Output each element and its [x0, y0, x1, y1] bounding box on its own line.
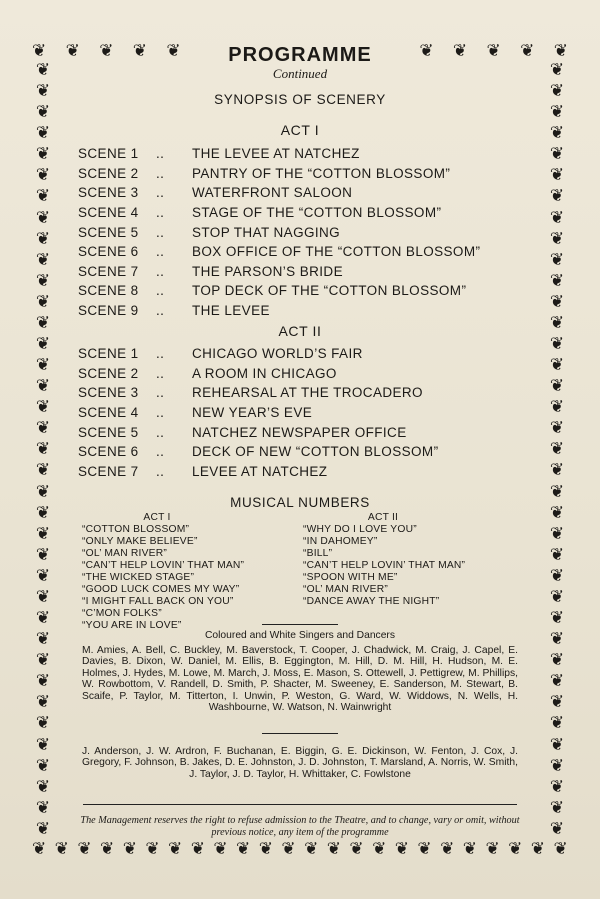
- management-notice: The Management reserves the right to refuse admission to the Theatre, and to change, vary or omit, without previous notice, any item of the programme: [80, 815, 520, 838]
- fleuron-ornament-icon: ❦: [122, 838, 137, 859]
- fleuron-ornament-icon: ❦: [549, 586, 565, 607]
- fleuron-ornament-icon: ❦: [35, 376, 51, 397]
- fleuron-ornament-icon: ❦: [549, 376, 565, 397]
- fleuron-ornament-icon: ❦: [462, 838, 478, 859]
- fleuron-ornament-icon: ❦: [145, 838, 160, 859]
- ornamental-border-left: [32, 62, 54, 838]
- song-item: “CAN’T HELP LOVIN’ THAT MAN”: [82, 560, 245, 571]
- fleuron-ornament-icon: ❦: [549, 228, 565, 249]
- fleuron-ornament-icon: ❦: [549, 608, 565, 629]
- scene-label: SCENE 5: [78, 424, 139, 440]
- fleuron-ornament-icon: ❦: [549, 818, 565, 838]
- fleuron-ornament-icon: ❦: [35, 650, 51, 671]
- cast-list: J. Anderson, J. W. Ardron, F. Buchanan, E. Biggin, G. E. Dickinson, W. Fenton, J. Cox, J. Gregory, F. Johnson, B. Jakes, D. E. Johnston, J. D. Johnston, T. Marsland, A. Norris, W. Smith, J. Taylor, J. D. Taylor, H. Whittaker, C. Fowlstone: [82, 746, 518, 780]
- scene-title: REHEARSAL AT THE TROCADERO: [192, 385, 423, 401]
- scene-label: SCENE 1: [78, 346, 139, 362]
- fleuron-ornament-icon: ❦: [281, 838, 296, 859]
- fleuron-ornament-icon: ❦: [99, 40, 114, 61]
- fleuron-ornament-icon: ❦: [35, 334, 51, 355]
- fleuron-ornament-icon: ❦: [35, 355, 51, 376]
- song-item: “DANCE AWAY THE NIGHT”: [303, 596, 440, 607]
- song-item: “OL’ MAN RIVER”: [82, 548, 168, 559]
- fleuron-ornament-icon: ❦: [65, 40, 80, 61]
- fleuron-ornament-icon: ❦: [549, 312, 565, 333]
- fleuron-ornament-icon: ❦: [35, 818, 51, 838]
- fleuron-ornament-icon: ❦: [549, 249, 565, 270]
- fleuron-ornament-icon: ❦: [35, 144, 51, 165]
- act-2-heading: ACT II: [278, 323, 322, 339]
- act-2-scene-list: [78, 344, 538, 481]
- scene-title: THE LEVEE AT NATCHEZ: [192, 146, 360, 162]
- fleuron-ornament-icon: ❦: [372, 838, 387, 859]
- scene-dots: ..: [156, 205, 165, 221]
- scene-row: [78, 403, 538, 423]
- fleuron-ornament-icon: ❦: [35, 228, 51, 249]
- scene-row: [78, 364, 538, 384]
- fleuron-ornament-icon: ❦: [549, 460, 565, 481]
- scene-label: SCENE 7: [78, 463, 139, 479]
- song-item: “COTTON BLOSSOM”: [82, 524, 190, 535]
- fleuron-ornament-icon: ❦: [77, 838, 92, 859]
- fleuron-ornament-icon: ❦: [35, 397, 51, 418]
- fleuron-ornament-icon: ❦: [35, 439, 51, 460]
- musical-numbers-heading: MUSICAL NUMBERS: [230, 495, 370, 510]
- song-item: “YOU ARE IN LOVE”: [82, 620, 182, 631]
- act-1-songs-heading: ACT I: [143, 512, 171, 523]
- fleuron-ornament-icon: ❦: [35, 692, 51, 713]
- scene-dots: ..: [156, 185, 165, 201]
- scene-label: SCENE 2: [78, 165, 139, 181]
- singers-list: M. Amies, A. Bell, C. Buckley, M. Baverstock, T. Cooper, J. Chadwick, M. Craig, J. Capel, E. Davies, B. Dixon, W. Daniel, M. Ellis, B. Eggington, M. Hill, D. M. Hill, H. Hudson, M. E. Holmes, J. Hydes, M. Lowe, M. March, J. Moss, E. Mason, S. Ottewell, J. Pettigrew, M. Phillips, W. Rowbottom, V. Randell, D. Smith, P. Shacter, M. Sweeney, E. Sanderson, M. Stewart, B. Scaife, P. Taylor, M. Titterton, I. Unwin, P. Weston, G. Ward, W. Widdows, N. Wells, H. Washbourne, W. Watson, N. Wainwright: [82, 645, 518, 714]
- fleuron-ornament-icon: ❦: [549, 144, 565, 165]
- fleuron-ornament-icon: ❦: [549, 734, 565, 755]
- fleuron-ornament-icon: ❦: [35, 418, 51, 439]
- fleuron-ornament-icon: ❦: [549, 186, 565, 207]
- fleuron-ornament-icon: ❦: [549, 629, 565, 650]
- fleuron-ornament-icon: ❦: [35, 102, 51, 123]
- fleuron-ornament-icon: ❦: [168, 838, 183, 859]
- fleuron-ornament-icon: ❦: [35, 734, 51, 755]
- fleuron-ornament-icon: ❦: [35, 544, 51, 565]
- fleuron-ornament-icon: ❦: [258, 838, 273, 859]
- scene-label: SCENE 4: [78, 405, 139, 421]
- song-item: “THE WICKED STAGE”: [82, 572, 195, 583]
- fleuron-ornament-icon: ❦: [549, 797, 565, 818]
- fleuron-ornament-icon: ❦: [549, 81, 565, 102]
- scene-row: [78, 344, 538, 364]
- song-item: “IN DAHOMEY”: [303, 536, 378, 547]
- fleuron-ornament-icon: ❦: [35, 81, 51, 102]
- scene-label: SCENE 2: [78, 365, 139, 381]
- fleuron-ornament-icon: ❦: [35, 62, 51, 80]
- page-title: PROGRAMME: [228, 44, 372, 66]
- fleuron-ornament-icon: ❦: [549, 291, 565, 312]
- page-subtitle: Continued: [272, 66, 328, 81]
- scene-row: [78, 164, 538, 184]
- fleuron-ornament-icon: ❦: [394, 838, 409, 859]
- fleuron-ornament-icon: ❦: [549, 439, 565, 460]
- fleuron-ornament-icon: ❦: [549, 544, 565, 565]
- scene-dots: ..: [156, 405, 165, 421]
- scene-row: [78, 144, 538, 164]
- fleuron-ornament-icon: ❦: [35, 291, 51, 312]
- ornamental-border-bottom: [32, 838, 568, 860]
- scene-dots: ..: [156, 146, 165, 162]
- divider: [262, 733, 338, 734]
- song-item: “ONLY MAKE BELIEVE”: [82, 536, 198, 547]
- fleuron-ornament-icon: ❦: [35, 249, 51, 270]
- scene-title: A ROOM IN CHICAGO: [192, 365, 337, 381]
- scene-label: SCENE 6: [78, 244, 139, 260]
- song-item: “BILL”: [303, 548, 333, 559]
- ornamental-border-right: [546, 62, 568, 838]
- scene-row: [78, 242, 538, 262]
- fleuron-ornament-icon: ❦: [35, 312, 51, 333]
- fleuron-ornament-icon: ❦: [549, 523, 565, 544]
- scene-row: [78, 262, 538, 282]
- fleuron-ornament-icon: ❦: [549, 397, 565, 418]
- fleuron-ornament-icon: ❦: [549, 713, 565, 734]
- scene-title: STOP THAT NAGGING: [192, 224, 341, 240]
- scene-title: WATERFRONT SALOON: [192, 185, 353, 201]
- fleuron-ornament-icon: ❦: [35, 123, 51, 144]
- fleuron-ornament-icon: ❦: [549, 270, 565, 291]
- fleuron-ornament-icon: ❦: [35, 713, 51, 734]
- song-item: “CAN’T HELP LOVIN’ THAT MAN”: [303, 560, 466, 571]
- scene-row: [78, 203, 538, 223]
- divider: [83, 804, 517, 805]
- scene-dots: ..: [156, 303, 165, 319]
- fleuron-ornament-icon: ❦: [549, 102, 565, 123]
- scene-dots: ..: [156, 444, 165, 460]
- scene-title: CHICAGO WORLD’S FAIR: [192, 346, 363, 362]
- scene-row: [78, 183, 538, 203]
- scene-title: PANTRY OF THE “COTTON BLOSSOM”: [192, 165, 451, 181]
- fleuron-ornament-icon: ❦: [190, 838, 205, 859]
- scene-dots: ..: [156, 165, 165, 181]
- scene-dots: ..: [156, 385, 165, 401]
- scene-row: [78, 301, 538, 321]
- act-2-songs: [303, 512, 513, 608]
- scene-label: SCENE 6: [78, 444, 139, 460]
- fleuron-ornament-icon: ❦: [35, 565, 51, 586]
- fleuron-ornament-icon: ❦: [100, 838, 115, 859]
- fleuron-ornament-icon: ❦: [35, 755, 51, 776]
- scene-label: SCENE 9: [78, 303, 139, 319]
- fleuron-ornament-icon: ❦: [553, 40, 568, 61]
- fleuron-ornament-icon: ❦: [417, 838, 432, 859]
- act-1-songs: [82, 512, 292, 632]
- fleuron-ornament-icon: ❦: [549, 671, 565, 692]
- scene-label: SCENE 1: [78, 146, 139, 162]
- fleuron-ornament-icon: ❦: [32, 40, 47, 61]
- scene-title: NEW YEAR’S EVE: [192, 405, 313, 421]
- song-item: “WHY DO I LOVE YOU”: [303, 524, 417, 535]
- song-item: “C’MON FOLKS”: [82, 608, 162, 619]
- scene-label: SCENE 7: [78, 263, 139, 279]
- fleuron-ornament-icon: ❦: [35, 270, 51, 291]
- fleuron-ornament-icon: ❦: [35, 186, 51, 207]
- scene-row: [78, 442, 538, 462]
- fleuron-ornament-icon: ❦: [549, 123, 565, 144]
- scene-title: BOX OFFICE OF THE “COTTON BLOSSOM”: [192, 244, 481, 260]
- fleuron-ornament-icon: ❦: [530, 838, 546, 859]
- scene-title: TOP DECK OF THE “COTTON BLOSSOM”: [192, 283, 467, 299]
- fleuron-ornament-icon: ❦: [304, 838, 319, 859]
- section-heading: SYNOPSIS OF SCENERY: [214, 92, 386, 107]
- fleuron-ornament-icon: ❦: [35, 460, 51, 481]
- fleuron-ornament-icon: ❦: [452, 40, 468, 61]
- fleuron-ornament-icon: ❦: [549, 165, 565, 186]
- fleuron-ornament-icon: ❦: [166, 40, 181, 61]
- scene-dots: ..: [156, 463, 165, 479]
- scene-row: [78, 281, 538, 301]
- scene-row: [78, 422, 538, 442]
- fleuron-ornament-icon: ❦: [132, 40, 148, 61]
- scene-dots: ..: [156, 283, 165, 299]
- scene-label: SCENE 3: [78, 185, 139, 201]
- fleuron-ornament-icon: ❦: [549, 502, 565, 523]
- scene-dots: ..: [156, 224, 165, 240]
- fleuron-ornament-icon: ❦: [419, 40, 434, 61]
- scene-dots: ..: [156, 346, 165, 362]
- scene-dots: ..: [156, 263, 165, 279]
- scene-title: NATCHEZ NEWSPAPER OFFICE: [192, 424, 407, 440]
- fleuron-ornament-icon: ❦: [35, 586, 51, 607]
- fleuron-ornament-icon: ❦: [236, 838, 251, 859]
- song-item: “GOOD LUCK COMES MY WAY”: [82, 584, 240, 595]
- fleuron-ornament-icon: ❦: [549, 481, 565, 502]
- scene-title: STAGE OF THE “COTTON BLOSSOM”: [192, 205, 442, 221]
- scene-label: SCENE 5: [78, 224, 139, 240]
- scene-row: [78, 222, 538, 242]
- scene-title: THE PARSON’S BRIDE: [192, 263, 343, 279]
- fleuron-ornament-icon: ❦: [549, 692, 565, 713]
- cast-heading: Coloured and White Singers and Dancers: [204, 630, 396, 641]
- scene-title: DECK OF NEW “COTTON BLOSSOM”: [192, 444, 439, 460]
- fleuron-ornament-icon: ❦: [549, 565, 565, 586]
- act-1-heading: ACT I: [280, 122, 320, 138]
- fleuron-ornament-icon: ❦: [35, 629, 51, 650]
- fleuron-ornament-icon: ❦: [35, 776, 51, 797]
- fleuron-ornament-icon: ❦: [549, 334, 565, 355]
- scene-dots: ..: [156, 244, 165, 260]
- fleuron-ornament-icon: ❦: [35, 671, 51, 692]
- fleuron-ornament-icon: ❦: [549, 650, 565, 671]
- scene-dots: ..: [156, 365, 165, 381]
- fleuron-ornament-icon: ❦: [35, 523, 51, 544]
- fleuron-ornament-icon: ❦: [326, 838, 341, 859]
- fleuron-ornament-icon: ❦: [520, 40, 535, 61]
- scene-label: SCENE 8: [78, 283, 139, 299]
- song-item: “SPOON WITH ME”: [303, 572, 398, 583]
- act-2-songs-heading: ACT II: [367, 512, 399, 523]
- fleuron-ornament-icon: ❦: [213, 838, 228, 859]
- fleuron-ornament-icon: ❦: [54, 838, 69, 859]
- scene-dots: ..: [156, 424, 165, 440]
- act-1-scene-list: [78, 144, 538, 320]
- fleuron-ornament-icon: ❦: [549, 355, 565, 376]
- fleuron-ornament-icon: ❦: [35, 608, 51, 629]
- song-item: “OL’ MAN RIVER”: [303, 584, 389, 595]
- fleuron-ornament-icon: ❦: [549, 776, 565, 797]
- fleuron-ornament-icon: ❦: [549, 62, 565, 80]
- fleuron-ornament-icon: ❦: [35, 165, 51, 186]
- fleuron-ornament-icon: ❦: [35, 502, 51, 523]
- fleuron-ornament-icon: ❦: [440, 838, 455, 859]
- scene-label: SCENE 3: [78, 385, 139, 401]
- fleuron-ornament-icon: ❦: [486, 40, 501, 61]
- fleuron-ornament-icon: ❦: [549, 755, 565, 776]
- song-item: “I MIGHT FALL BACK ON YOU”: [82, 596, 234, 607]
- fleuron-ornament-icon: ❦: [35, 207, 51, 228]
- fleuron-ornament-icon: ❦: [549, 418, 565, 439]
- fleuron-ornament-icon: ❦: [508, 838, 523, 859]
- fleuron-ornament-icon: ❦: [553, 838, 568, 859]
- fleuron-ornament-icon: ❦: [35, 481, 51, 502]
- scene-label: SCENE 4: [78, 205, 139, 221]
- fleuron-ornament-icon: ❦: [349, 838, 364, 859]
- fleuron-ornament-icon: ❦: [549, 207, 565, 228]
- fleuron-ornament-icon: ❦: [32, 838, 47, 859]
- scene-title: LEVEE AT NATCHEZ: [192, 463, 328, 479]
- scene-title: THE LEVEE: [192, 303, 270, 319]
- fleuron-ornament-icon: ❦: [485, 838, 500, 859]
- divider: [262, 624, 338, 625]
- scene-row: [78, 383, 538, 403]
- scene-row: [78, 462, 538, 482]
- fleuron-ornament-icon: ❦: [35, 797, 51, 818]
